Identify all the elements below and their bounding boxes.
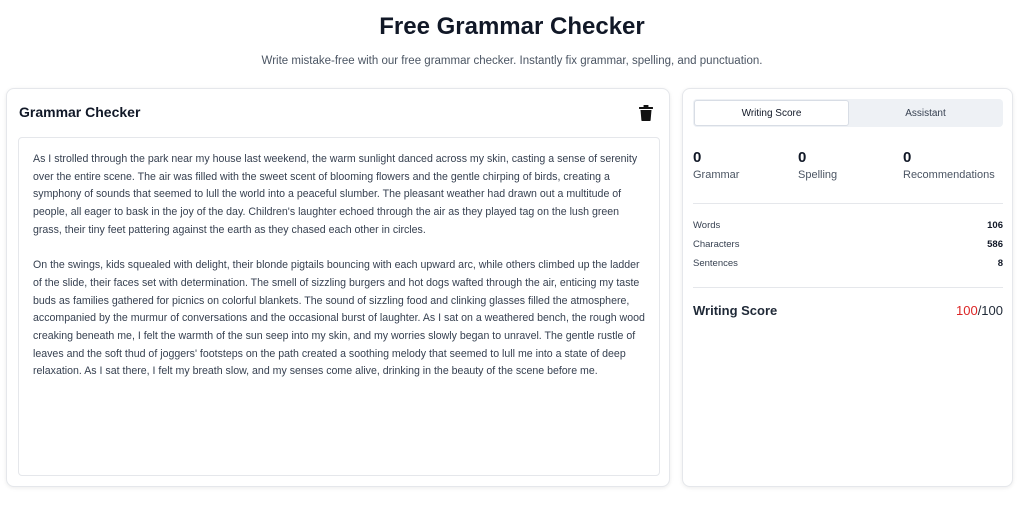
divider	[693, 287, 1003, 288]
tab-assistant[interactable]: Assistant	[905, 107, 946, 119]
writing-score-number: 100	[955, 303, 978, 318]
stat-sentences	[693, 258, 1003, 277]
stat-label: Sentences	[693, 258, 738, 269]
stat-words	[693, 220, 1003, 239]
score-panel	[682, 88, 1013, 487]
stat-value: 586	[987, 239, 1003, 250]
page-subtitle: Write mistake-free with our free grammar checker. Instantly fix grammar, spelling, and punctuation.	[261, 55, 763, 67]
stat-label: Characters	[693, 239, 740, 250]
editor-title: Grammar Checker	[19, 104, 141, 120]
page-title: Free Grammar Checker	[379, 13, 645, 40]
recommendations-count: 0	[903, 149, 912, 166]
text-paragraph-2: On the swings, kids squealed with delight, their blonde pigtails bouncing with each upward arc, while others climbed up the ladder of the slide, their faces set with determination. The smell of sizzling burgers and hot dogs wafted through the air, enticing my taste buds as families gathered for picnics on colorful blankets. The sound of sizzling food and clinking glasses filled the atmosphere, accompanied by the murmur of conversations and the occasional burst of laughter. As I sat on a weathered bench, the rough wood creaking beneath me, I felt the warmth of the sun seep into my skin, and my worries slowly began to unravel. The gentle rustle of leaves and the soft thud of joggers' footsteps on the path created a soothing melody that seemed to lull me into a state of deep relaxation. As I sat there, I felt my breath slow, and my senses come alive, drinking in the beauty of the scene before me.	[33, 259, 645, 378]
clear-text-button[interactable]	[639, 105, 653, 121]
metric-spelling	[798, 149, 837, 181]
metric-grammar	[693, 149, 739, 181]
recommendations-label: Recommendations	[903, 169, 995, 181]
panel-tabs	[693, 99, 1003, 127]
trash-icon	[639, 105, 653, 121]
editor-card	[6, 88, 670, 487]
grammar-label: Grammar	[693, 169, 740, 181]
metric-recommendations	[903, 149, 995, 181]
text-input-area[interactable]	[18, 137, 660, 476]
grammar-count: 0	[693, 149, 702, 166]
writing-score-label: Writing Score	[693, 303, 778, 318]
divider	[693, 203, 1003, 204]
text-paragraph-1: As I strolled through the park near my house last weekend, the warm sunlight danced across my skin, casting a sense of serenity over the entire scene. The air was filled with the sweet scent of blooming flowers and the gentle chirping of birds, creating a symphony of sounds that seemed to lull the world into a peaceful slumber. The pleasant weather had drawn out a multitude of people, all eager to bask in the joy of the day. Children's laughter echoed through the air as they played tag on the lush green grass, their tiny feet pattering against the earth as they chased each other in circles.	[33, 153, 638, 236]
spelling-count: 0	[798, 149, 807, 166]
stat-characters	[693, 239, 1003, 258]
writing-score-value	[956, 303, 1003, 318]
writing-score-total: /100	[977, 303, 1003, 318]
writing-score-row	[693, 303, 1003, 318]
spelling-label: Spelling	[798, 169, 838, 181]
tab-writing-score[interactable]: Writing Score	[694, 100, 849, 126]
text-stats	[693, 220, 1003, 277]
issue-metrics	[693, 149, 1003, 189]
stat-value: 8	[997, 258, 1003, 269]
stat-value: 106	[987, 220, 1003, 231]
stat-label: Words	[693, 220, 721, 231]
